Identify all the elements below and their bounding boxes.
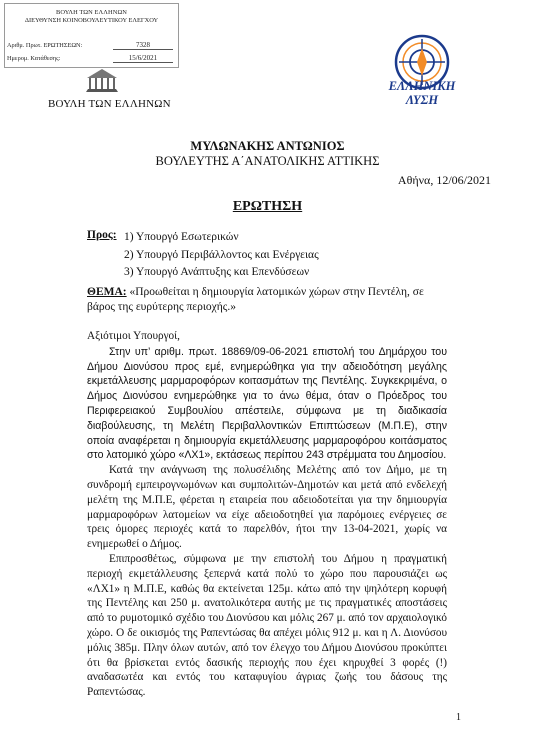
to-label: Προς: <box>87 229 117 241</box>
stamp-protocol-value: 7328 <box>113 41 173 50</box>
author-block <box>0 139 535 169</box>
dateline: Αθήνα, 12/06/2021 <box>397 173 491 187</box>
parliament-emblem-icon <box>82 66 122 94</box>
subject-text: «Προωθείται η δημιουργία λατομικών χώρων στην Πεντέλη, σε βάρος της ευρύτερης περιοχής.» <box>87 286 424 313</box>
parliament-name: ΒΟΥΛΗ ΤΩΝ ΕΛΛΗΝΩΝ <box>48 98 171 110</box>
stamp-line1: ΒΟΥΛΗ ΤΩΝ ΕΛΛΗΝΩΝ <box>55 9 128 16</box>
recipient-item: 2) Υπουργό Περιβάλλοντος και Ενέργειας <box>124 248 319 261</box>
party-name-line2: ΛΥΣΗ <box>405 93 439 107</box>
document-body <box>87 329 447 700</box>
stamp-date-value: 15/6/2021 <box>113 54 173 63</box>
stamp-protocol-label: Αριθμ. Πρωτ. ΕΡΩΤΗΣΕΩΝ: <box>7 42 83 49</box>
page-number: 1 <box>456 712 461 723</box>
document-title: ΕΡΩΤΗΣΗ <box>232 199 303 214</box>
recipient-list <box>124 229 319 282</box>
body-paragraph: Κατά την ανάγνωση της πολυσέλιδης Μελέτης από τον Δήμο, με τη συνδρομή εμπειρογνωμόνων και συμπολιτών-Δημοτών και μετά από ενδελεχή μελέτη της Μ.Π.Ε, φέρεται η εταιρεία που αδειοδοτείται για την δημιουργία μαρμαροφόρων λατομείων να είχε αδειοδοτηθεί για παρόμοιες ενέργειες σε τρεις όμορες περιοχές κατά το παρελθόν, ήτοι την 13-04-2021, χωρίς να ενημερωθεί ο Δήμος. <box>87 464 447 551</box>
body-paragraph: Επιπροσθέτως, σύμφωνα με την επιστολή του Δήμου η πραγματική περιοχή εκμετάλλευσης ξεπερνά κατά πολύ το χώρο που παρουσιάζει ως «ΛΧ1» η Μ.Π.Ε, καθώς θα εκτείνεται 125μ. κάτω από την ψηλότερη κορυφή της Πεντέλης και 250 μ. ανατολικότερα αυτής με τις πραγματικές αποστάσεις από το ρυμοτομικό σχέδιο του Διονύσου και μόλις 267 μ. από τον αρχαιολογικό χώρο. Ο δε οικισμός της Ραπεντώσας θα απέχει μόλις 912 μ. και η Λ. Διονύσου μόλις 385μ. Πλην όλων αυτών, από τον έλεγχο του Δήμου Διονύσου προκύπτει ότι θα βρίσκεται εντός δασικής περιοχής που έχει κηρυχθεί 3 φορές (!) αναδασωτέα και εντός του καταφυγίου άγριας ζωής του δάσους της Ραπεντώσας. <box>87 552 447 699</box>
author-name: ΜΥΛΩΝΑΚΗΣ ΑΝΤΩΝΙΟΣ <box>190 139 345 153</box>
registration-stamp <box>4 3 179 68</box>
stamp-line2: ΔΙΕΥΘΥΝΣΗ ΚΟΙΝΟΒΟΥΛΕΥΤΙΚΟΥ ΕΛΕΓΧΟΥ <box>24 17 159 24</box>
stamp-date-label: Ημερομ. Κατάθεσης: <box>7 55 61 62</box>
subject-label: ΘΕΜΑ: <box>87 286 127 298</box>
recipient-item: 3) Υπουργό Ανάπτυξης και Επενδύσεων <box>124 266 310 278</box>
subject-line <box>87 285 447 315</box>
greeting: Αξιότιμοι Υπουργοί, <box>87 330 180 342</box>
recipient-item: 1) Υπουργό Εσωτερικών <box>124 231 239 243</box>
body-paragraph: Στην υπ’ αριθμ. πρωτ. 18869/09-06-2021 επιστολή του Δημάρχου του Δήμου Διονύσου προς εμέ, ενημερώθηκα για την αδειοδότηση μεγάλης εκμετάλλευσης μαρμαροφόρων κοιτασμάτων της Πεντέλης. Συγκεκριμένα, ο Δήμος Διονύσου ενημερώθηκε για το άνω θέμα, όταν ο Πρόεδρος του Περιφερειακού Συμβουλίου απέστειλε, σύμφωνα με τη διαδικασία διαβούλευσης, τη Μελέτη Περιβαλλοντικών Επιπτώσεων (Μ.Π.Ε), στην οποία αναφέρεται η δημιουργία εκμετάλλευσης μαρμαροφόρου κοιτάσματος στο λατομικό χώρο «ΛΧ1», εκτάσεως περίπου 243 στρέμματα του Δημοσίου. <box>87 345 447 462</box>
author-role: ΒΟΥΛΕΥΤΗΣ Α΄ΑΝΑΤΟΛΙΚΗΣ ΑΤΤΙΚΗΣ <box>155 154 380 168</box>
party-name-line1: ΕΛΛΗΝΙΚΗ <box>388 79 456 93</box>
